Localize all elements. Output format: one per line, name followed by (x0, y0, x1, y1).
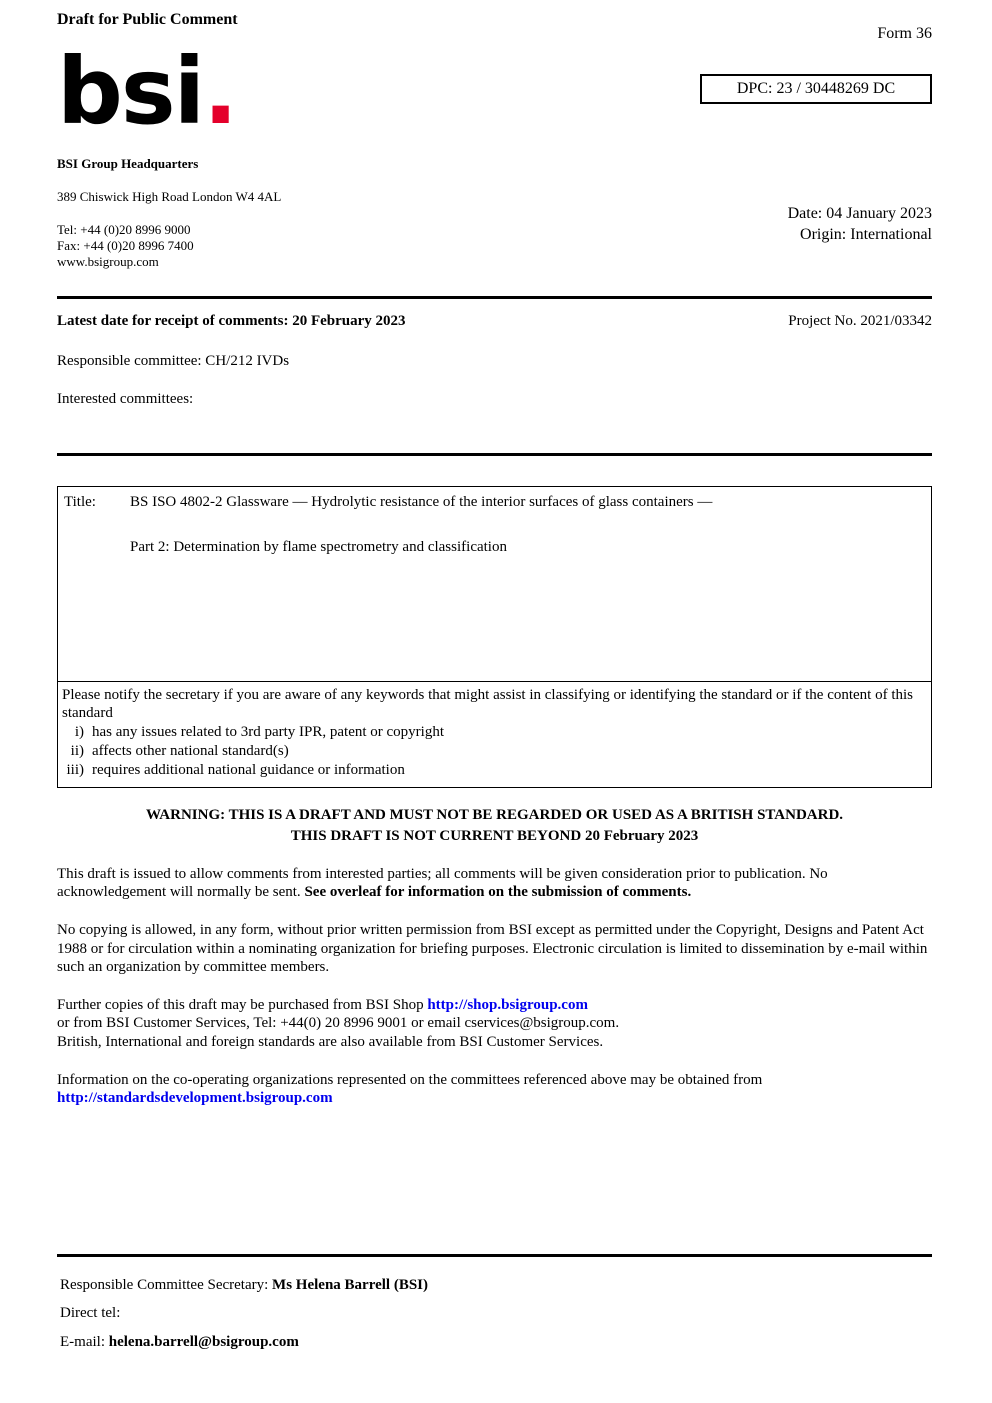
keywords-item-2-text: affects other national standard(s) (92, 742, 289, 759)
street-address: 389 Chiswick High Road London W4 4AL (57, 189, 282, 205)
comments-deadline-row (57, 312, 932, 331)
divider-top (57, 296, 932, 299)
p3-pre-text: Further copies of this draft may be purchased from BSI Shop (57, 996, 428, 1013)
origin-line: Origin: International (800, 225, 932, 243)
draft-warning (57, 805, 932, 846)
interested-committees-line: Interested committees: (57, 390, 194, 407)
secretary-line (60, 1275, 932, 1297)
standards-development-link[interactable]: http://standardsdevelopment.bsigroup.com (57, 1090, 333, 1107)
p4-line1-text: Information on the co-operating organizations represented on the committees referenced above may be obtained from (57, 1071, 763, 1088)
form-number-label: Form 36 (877, 25, 932, 42)
paragraph-no-copying (57, 921, 932, 977)
bsi-logo (57, 38, 632, 145)
date-line: Date: 04 January 2023 (787, 205, 932, 222)
secretary-label: Responsible Committee Secretary: (60, 1276, 273, 1293)
p1-bold-text: See overleaf for information on the submission of comments. (304, 884, 692, 901)
keywords-item-3-num: iii) (66, 761, 84, 778)
bsi-shop-link[interactable]: http://shop.bsigroup.com (427, 996, 588, 1013)
project-number-label: Project No. 2021/03342 (788, 313, 932, 330)
p1-normal-text: This draft is issued to allow comments from interested parties; all comments will be given consideration prior to publication. No acknowledgement will normally be sent. (57, 865, 828, 901)
keywords-item-1-text: has any issues related to 3rd party IPR, patent or copyright (92, 724, 445, 740)
keywords-item-1 (62, 723, 925, 742)
title-label: Title: (64, 493, 96, 510)
latest-date-label: Latest date for receipt of comments: 20 February 2023 (57, 313, 406, 330)
keywords-item-2 (62, 742, 925, 761)
email-line (60, 1332, 932, 1354)
warning-line-1: WARNING: THIS IS A DRAFT AND MUST NOT BE REGARDED OR USED AS A BRITISH STANDARD. (145, 807, 844, 824)
responsible-committee-line: Responsible committee: CH/212 IVDs (57, 353, 290, 369)
contact-block (57, 222, 632, 271)
draft-for-public-comment-label: Draft for Public Comment (57, 11, 238, 28)
paragraph-further-copies (57, 996, 932, 1052)
direct-tel-line: Direct tel: (60, 1305, 121, 1322)
paragraph-cooperating-orgs (57, 1071, 932, 1108)
divider-committees (57, 453, 932, 456)
footer-block (57, 1275, 932, 1354)
keywords-item-2-num: ii) (70, 742, 84, 759)
email-label: E-mail: (60, 1334, 109, 1351)
keywords-intro: Please notify the secretary if you are aware of any keywords that might assist in classifying or identifying the standard or if the content of this standard (62, 686, 914, 722)
header-band (57, 38, 932, 270)
meta-column (632, 52, 932, 270)
p3-line3-text: British, International and foreign standards are also available from BSI Customer Services. (57, 1033, 604, 1050)
title-box (57, 486, 932, 682)
title-line-2: Part 2: Determination by flame spectrometry and classification (130, 539, 507, 556)
date-origin-block (788, 204, 932, 246)
keywords-item-3-text: requires additional national guidance or information (92, 761, 405, 778)
title-text (130, 493, 712, 558)
title-line-1: BS ISO 4802-2 Glassware — Hydrolytic resistance of the interior surfaces of glass containers — (130, 493, 713, 510)
email-value: helena.barrell@bsigroup.com (108, 1334, 299, 1351)
keywords-item-3 (62, 761, 925, 780)
tel-line: Tel: +44 (0)20 8996 9000 (57, 221, 191, 237)
keywords-item-1-num: i) (74, 724, 84, 740)
warning-line-2: THIS DRAFT IS NOT CURRENT BEYOND 20 February 2023 (290, 827, 699, 844)
website-line: www.bsigroup.com (57, 254, 159, 269)
address-column (57, 38, 632, 270)
fax-line: Fax: +44 (0)20 8996 7400 (57, 237, 194, 253)
dpc-number-box: DPC: 23 / 30448269 DC (700, 74, 932, 104)
paragraph-comments-policy (57, 865, 932, 902)
p3-line2-text: or from BSI Customer Services, Tel: +44(0) 20 8996 9001 or email cservices@bsigroup.com. (57, 1015, 620, 1032)
secretary-name: Ms Helena Barrell (BSI) (272, 1276, 429, 1293)
keywords-box (57, 682, 932, 789)
divider-footer (57, 1254, 932, 1257)
headquarters-label: BSI Group Headquarters (57, 156, 199, 171)
bsi-logo-text: bsi (57, 38, 204, 145)
bsi-logo-red-dot: . (203, 38, 237, 145)
p2-text: No copying is allowed, in any form, without prior written permission from BSI except as permitted under the Copyright, Designs and Patent Act 1988 or for circulation within a nominating organization for briefing purposes. Electronic circulation is limited to dissemination by e-mail within such an organization by committee members. (57, 921, 928, 976)
